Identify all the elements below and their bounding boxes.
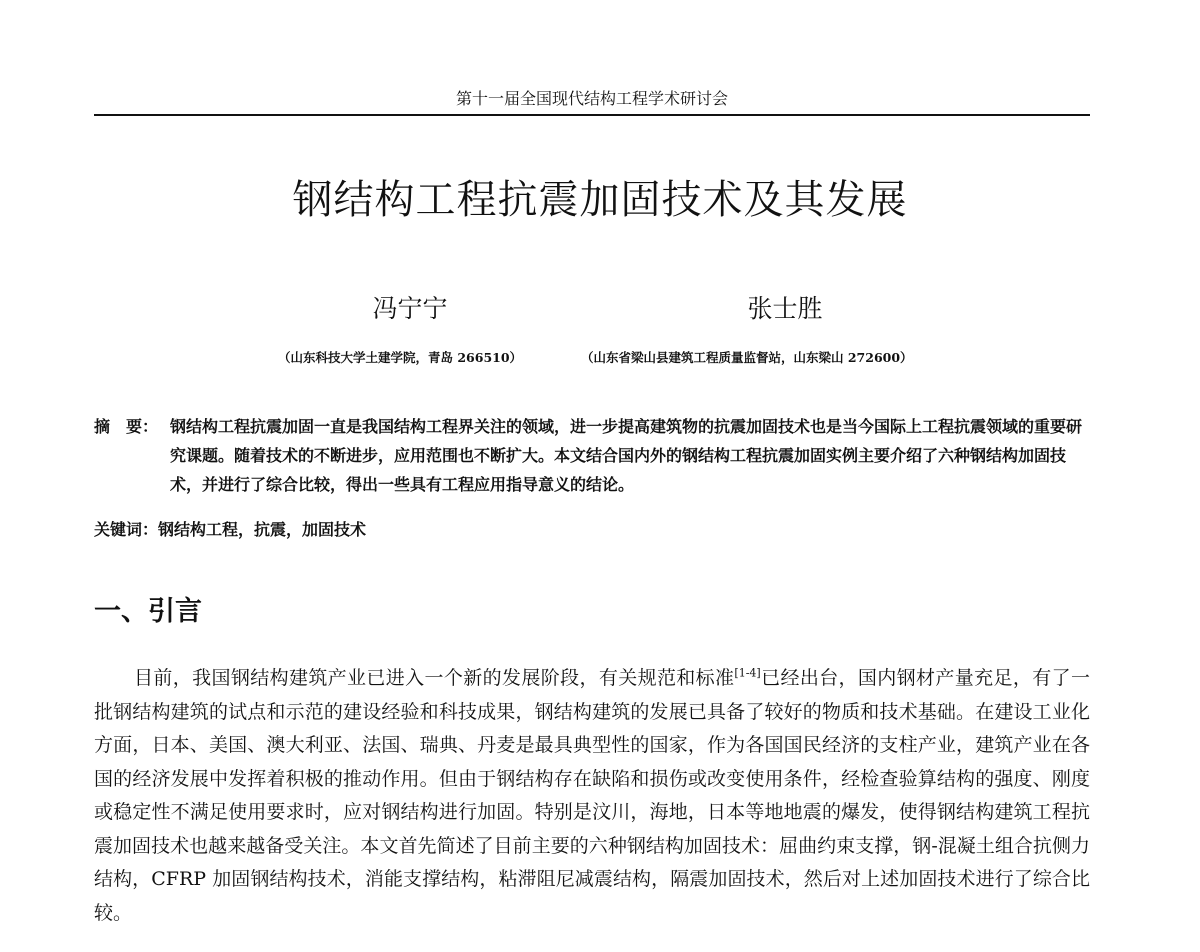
author-name-2: 张士胜 [747,294,823,323]
abstract-text: 钢结构工程抗震加固一直是我国结构工程界关注的领域，进一步提高建筑物的抗震加固技术也是当今国际上工程抗震领域的重要研究课题。随着技术的不断进步，应用范围也不断扩大。本文结合国内外的钢结构工程抗震加固实例主要介绍了六种钢结构加固技术，并进行了综合比较，得出一些具有工程应用指导意义的结论。 [170,417,1083,494]
keywords-text: 钢结构工程，抗震，加固技术 [158,520,367,539]
header-rule [94,114,1090,116]
paper-title: 钢结构工程抗震加固技术及其发展 [292,177,908,223]
abstract-label: 摘 要： [94,417,159,436]
conference-header: 第十一届全国现代结构工程学术研讨会 [455,89,728,108]
intro-text-part1: 目前，我国钢结构建筑产业已进入一个新的发展阶段，有关规范和标准 [134,667,735,689]
citation[interactable]: [1-4] [734,666,761,680]
section-heading: 一、引言 [94,596,202,627]
author-name-1: 冯宁宁 [372,294,448,323]
author-affiliation-1: （山东科技大学土建学院，青岛 266510） [278,350,523,365]
keywords [94,515,1090,544]
abstract [94,412,1090,499]
author-affiliation-2: （山东省梁山县建筑工程质量监督站，山东梁山 272600） [581,350,913,365]
intro-text-part2: 已经出台，国内钢材产量充足，有了一批钢结构建筑的试点和示范的建设经验和科技成果，钢结构建筑的发展已具备了较好的物质和技术基础。在建设工业化方面，日本、美国、澳大利亚、法国、瑞典、丹麦是最具典型性的国家，作为各国国民经济的支柱产业，建筑产业在各国的经济发展中发挥着积极的推动作用。但由于钢结构存在缺陷和损伤或改变使用条件，经检查验算结构的强度、刚度或稳定性不满足使用要求时，应对钢结构进行加固。特别是汶川，海地，日本等地地震的爆发，使得钢结构建筑工程抗震加固技术也越来越备受关注。本文首先简述了目前主要的六种钢结构加固技术：屈曲约束支撑，钢-混凝土组合抗侧力结构，CFRP 加固钢结构技术，消能支撑结构，粘滞阻尼减震结构，隔震加固技术，然后对上述加固技术进行了综合比较。 [94,667,1090,924]
intro-paragraph [94,662,1090,930]
keywords-label: 关键词： [94,520,159,539]
